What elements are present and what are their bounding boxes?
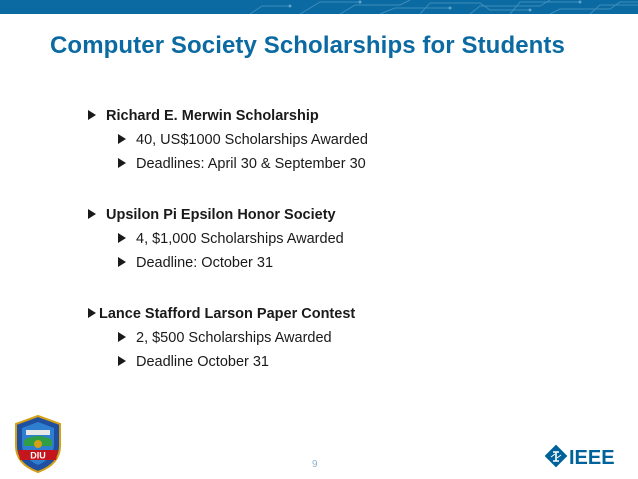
list-item — [88, 206, 336, 224]
arrow-bullet-icon — [118, 257, 126, 267]
arrow-bullet-icon — [88, 308, 96, 318]
ieee-logo — [545, 443, 627, 474]
list-subitem — [118, 131, 368, 149]
subitem-label: 4, $1,000 Scholarships Awarded — [136, 231, 344, 247]
arrow-bullet-icon — [118, 134, 126, 144]
arrow-bullet-icon — [118, 158, 126, 168]
list-subitem — [118, 254, 273, 272]
list-item — [88, 107, 319, 125]
page-number: 9 — [312, 459, 318, 470]
item-label: Richard E. Merwin Scholarship — [106, 108, 319, 124]
diu-logo-text: DIU — [30, 450, 46, 461]
ieee-wordmark: IEEE — [569, 447, 615, 469]
arrow-bullet-icon — [118, 332, 126, 342]
arrow-bullet-icon — [118, 233, 126, 243]
subitem-label: Deadline: October 31 — [136, 255, 274, 271]
subitem-label: 2, $500 Scholarships Awarded — [136, 330, 332, 346]
top-banner — [0, 0, 638, 14]
list-subitem — [118, 230, 344, 248]
diu-logo — [12, 414, 64, 479]
list-subitem — [118, 353, 269, 371]
arrow-bullet-icon — [118, 356, 126, 366]
subitem-label: Deadlines: April 30 & September 30 — [136, 156, 366, 172]
subitem-label: 40, US$1000 Scholarships Awarded — [136, 132, 368, 148]
list-subitem — [118, 155, 366, 173]
arrow-bullet-icon — [88, 110, 96, 120]
list-subitem — [118, 329, 332, 347]
subitem-label: Deadline October 31 — [136, 354, 269, 370]
item-label: Lance Stafford Larson Paper Contest — [99, 306, 356, 322]
arrow-bullet-icon — [88, 209, 96, 219]
item-label: Upsilon Pi Epsilon Honor Society — [106, 207, 336, 223]
slide-title: Computer Society Scholarships for Students — [50, 32, 565, 59]
list-item — [88, 305, 355, 323]
circuit-pattern-decoration — [0, 0, 638, 14]
